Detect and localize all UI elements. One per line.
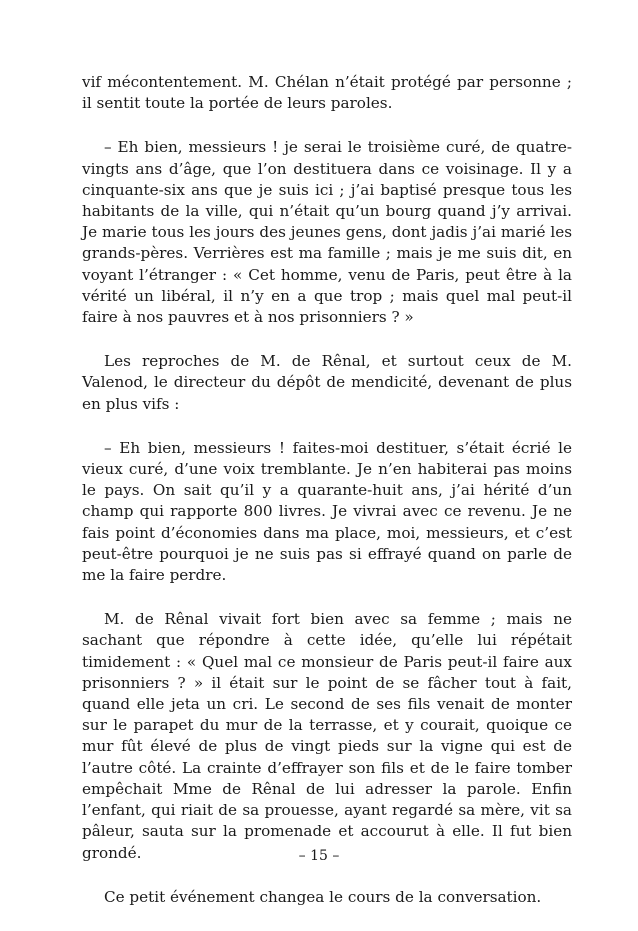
paragraph-2: – Eh bien, messieurs ! je serai le troisième curé, de quatre-vingts ans d’âge, que l’on destituera dans ce voisinage. Il y a cinquante-six ans que je suis ici ; j’ai baptisé presque tous les habitants de la ville, qui n’était qu’un bourg quand j’y arrivai. Je marie tous les jours des jeunes gens, dont jadis j’ai marié les grands-pères. Verrières est ma famille ; mais je me suis dit, en voyant l’étranger : « Cet homme, venu de Paris, peut être à la vérité un libéral, il n’y en a que trop ; mais quel mal peut-il faire à nos pauvres et à nos prisonniers ? » [82, 138, 572, 327]
paragraph-4: – Eh bien, messieurs ! faites-moi destituer, s’était écrié le vieux curé, d’une voix tremblante. Je n’en habiterai pas moins le pays. On sait qu’il y a quarante-huit ans, j’ai hérité d’un champ qui rapporte 800 livres. Je vivrai avec ce revenu. Je ne fais point d’économies dans ma place, moi, messieurs, et c’est peut-être pourquoi je ne suis pas si effrayé quand on parle de me la faire perdre. [82, 438, 572, 585]
page-number: – 15 – [298, 848, 340, 864]
paragraph-6: Ce petit événement changea le cours de la conversation. [104, 887, 542, 906]
paragraph-5: M. de Rênal vivait fort bien avec sa femme ; mais ne sachant que répondre à cette idée, qu’elle lui répétait timidement : « Quel mal ce monsieur de Paris peut-il faire aux prisonniers ? » il était sur le point de se fâcher tout à fait, quand elle jeta un cri. Le second de ses fils venait de monter sur le parapet du mur de la terrasse, et y courait, quoique ce mur fût élevé de plus de vingt pieds sur la vigne qui est de l’autre côté. La crainte d’effrayer son fils et de le faire tomber empêchait Mme de Rênal de lui adresser la parole. Enfin l’enfant, qui riait de sa prouesse, ayant regardé sa mère, vit sa pâleur, sauta sur la promenade et accourut à elle. Il fut bien grondé. [82, 610, 572, 862]
paragraph-3: Les reproches de M. de Rênal, et surtout ceux de M. Valenod, le directeur du dépôt de mendicité, devenant de plus en plus vifs : [82, 352, 572, 413]
paragraph-1: vif mécontentement. M. Chélan n’était protégé par personne ; il sentit toute la portée de leurs paroles. [82, 73, 572, 113]
body-text [82, 72, 572, 931]
